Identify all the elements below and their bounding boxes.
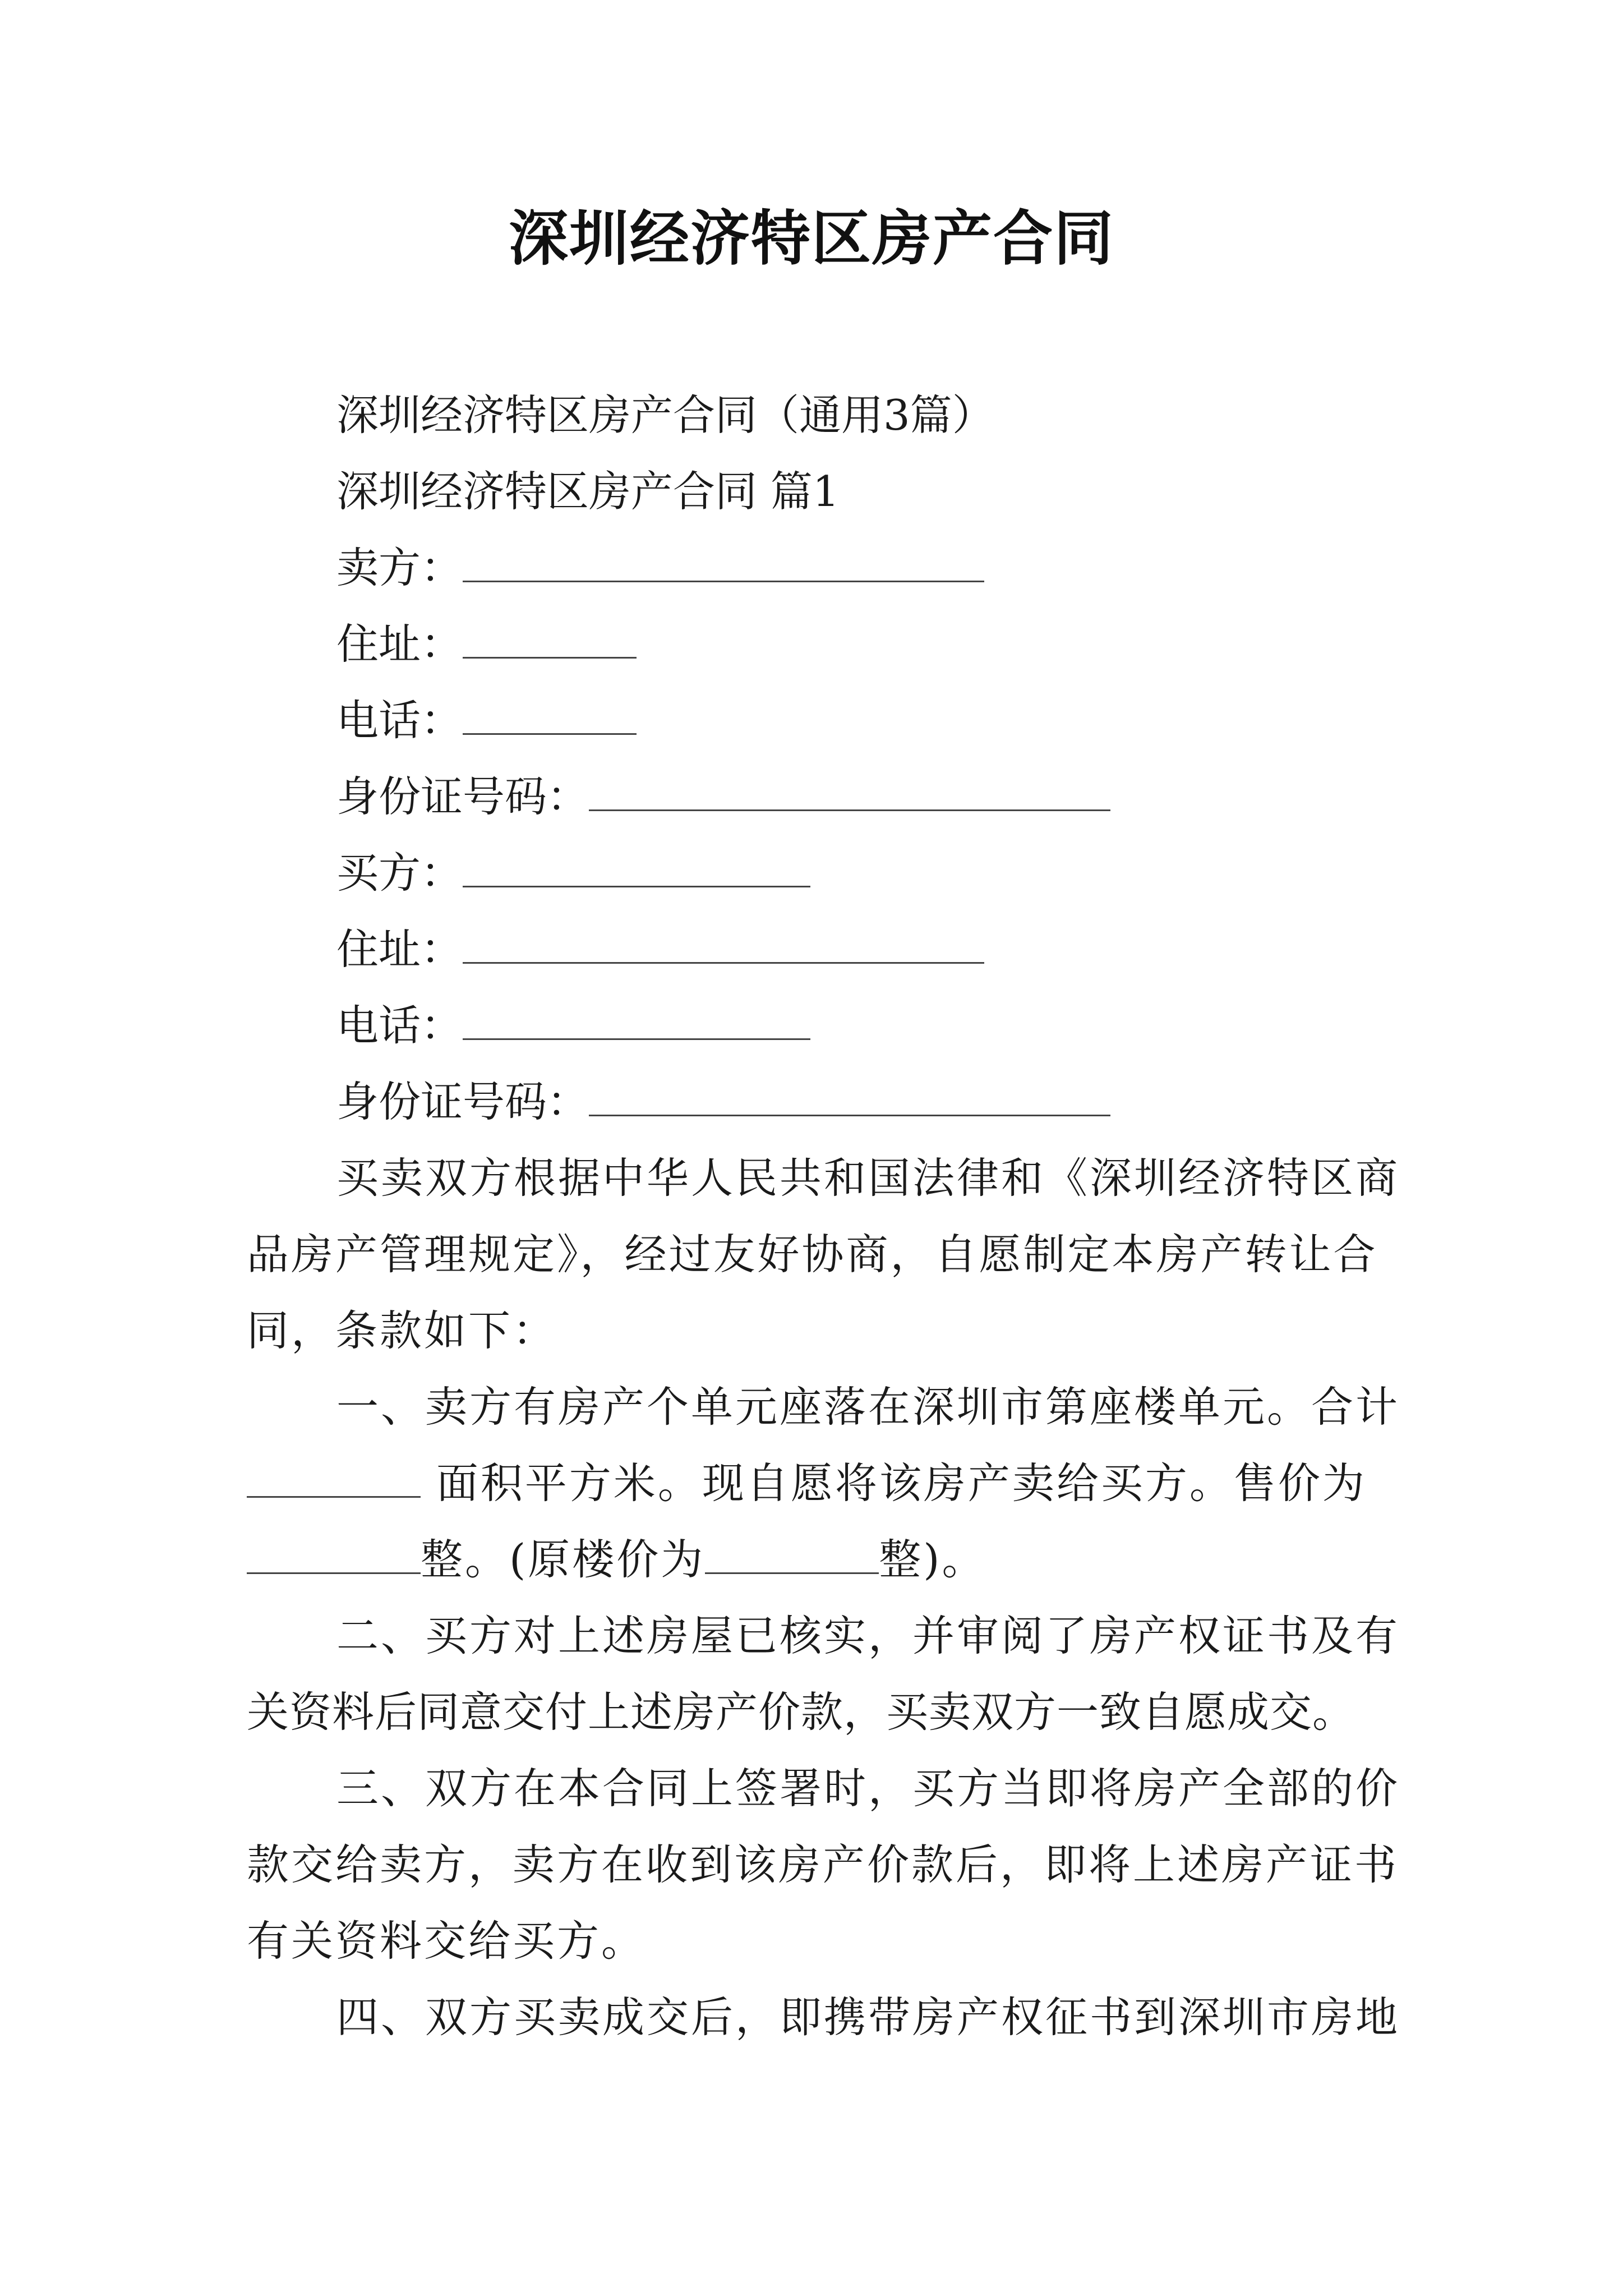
- subtitle: 深圳经济特区房产合同（通用3篇）: [336, 390, 994, 440]
- buyer-phone-label: 电话：: [336, 1001, 463, 1050]
- buyer-address-field[interactable]: [463, 923, 984, 964]
- clause-3-line-1: 三、双方在本合同上签署时，买方当即将房产全部的价: [336, 1764, 1400, 1813]
- clause-3-line-2: 款交给卖方，卖方在收到该房产价款后，即将上述房产证书: [247, 1840, 1399, 1889]
- seller-name-field[interactable]: [463, 541, 984, 582]
- buyer-phone-field[interactable]: [463, 999, 810, 1040]
- seller-label: 卖方：: [336, 543, 463, 592]
- buyer-id-row: [336, 1074, 1110, 1130]
- clause-3-line-3: 有关资料交给买方。: [247, 1916, 646, 1966]
- seller-id-label: 身份证号码：: [336, 772, 589, 821]
- clause-1-line-3-text-a: 整。(原楼价为: [421, 1535, 706, 1584]
- intro-line-1: 买卖双方根据中华人民共和国法律和《深圳经济特区商: [336, 1153, 1400, 1203]
- clause-1-line-1: 一、卖方有房产个单元座落在深圳市第座楼单元。合计: [336, 1382, 1400, 1432]
- seller-address-row: [336, 616, 637, 672]
- clause-2-line-1: 二、买方对上述房屋已核实，并审阅了房产权证书及有: [336, 1611, 1400, 1660]
- clause-1-total-area-field[interactable]: [247, 1457, 421, 1498]
- seller-address-field[interactable]: [463, 618, 637, 659]
- section-heading: 深圳经济特区房产合同 篇1: [336, 467, 840, 516]
- clause-1-original-price-field[interactable]: [705, 1533, 879, 1574]
- buyer-row: [336, 845, 810, 901]
- seller-phone-row: [336, 692, 637, 748]
- clause-1-price-field[interactable]: [247, 1533, 421, 1574]
- buyer-name-field[interactable]: [463, 846, 810, 887]
- seller-id-field[interactable]: [589, 770, 1110, 811]
- seller-phone-label: 电话：: [336, 696, 463, 745]
- clause-4-line-1: 四、双方买卖成交后，即携带房产权征书到深圳市房地: [336, 1993, 1400, 2042]
- seller-id-row: [336, 769, 1110, 825]
- seller-address-label: 住址：: [336, 619, 463, 669]
- document-title: 深圳经济特区房产合同: [509, 203, 1114, 273]
- buyer-address-row: [336, 921, 984, 977]
- buyer-label: 买方：: [336, 848, 463, 898]
- clause-2-line-2: 关资料后同意交付上述房产价款，买卖双方一致自愿成交。: [247, 1687, 1355, 1737]
- buyer-phone-row: [336, 997, 810, 1053]
- clause-1-line-2: [247, 1455, 1367, 1511]
- seller-row: [336, 540, 984, 596]
- seller-phone-field[interactable]: [463, 694, 637, 735]
- buyer-address-label: 住址：: [336, 924, 463, 974]
- intro-line-3: 同，条款如下：: [247, 1306, 557, 1355]
- buyer-id-field[interactable]: [589, 1075, 1110, 1116]
- clause-1-line-2-text: 面积平方米。现自愿将该房产卖给买方。售价为: [436, 1458, 1367, 1508]
- clause-1-line-3-text-b: 整)。: [879, 1535, 986, 1584]
- buyer-id-label: 身份证号码：: [336, 1077, 589, 1126]
- intro-line-2: 品房产管理规定》，经过友好协商，自愿制定本房产转让合: [247, 1230, 1378, 1279]
- clause-1-line-3: [247, 1531, 986, 1588]
